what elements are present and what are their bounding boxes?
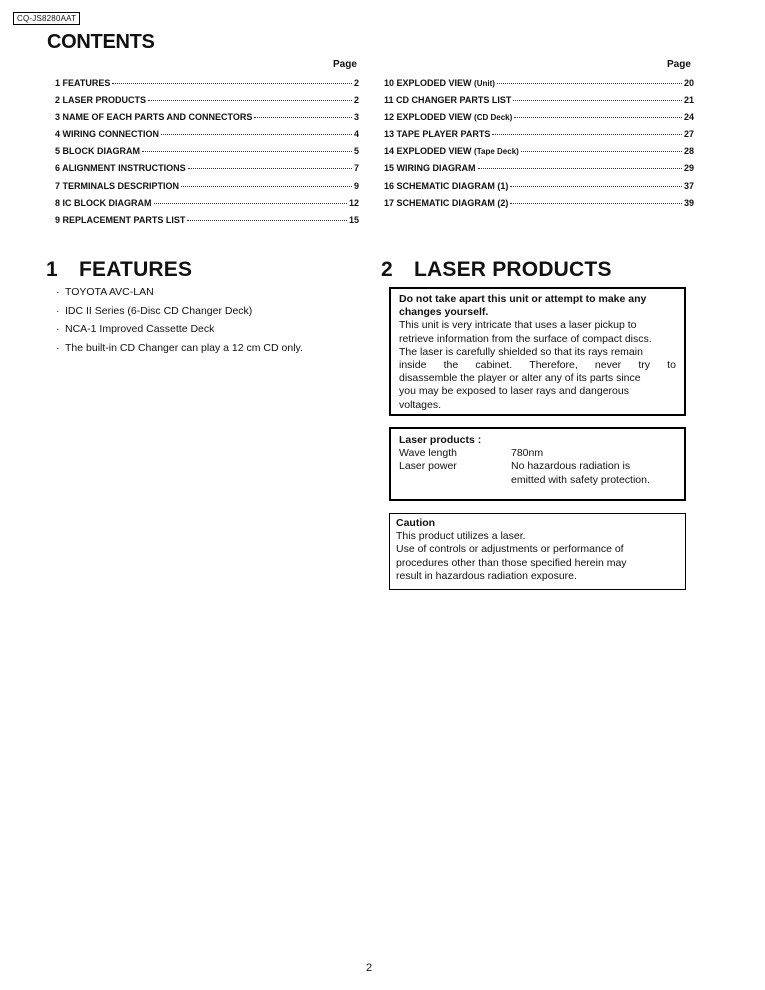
toc-entry-page: 7 [353,163,359,174]
toc-entry-page: 29 [683,163,694,174]
caution-text-line: Use of controls or adjustments or performance of [396,543,624,556]
features-section-title: FEATURES [79,258,193,281]
toc-entry-page: 2 [353,95,359,106]
caution-heading: Caution [396,517,436,529]
toc-right-column [384,78,694,215]
toc-entry-label: 9 REPLACEMENT PARTS LIST [55,214,186,225]
wave-length-value: 780nm [511,447,544,460]
toc-entry-page: 2 [353,78,359,88]
toc-entry[interactable] [55,95,359,112]
toc-entry-label: 11 CD CHANGER PARTS LIST [384,95,512,106]
toc-entry-label: 6 ALIGNMENT INSTRUCTIONS [55,163,186,174]
toc-entry-page: 39 [683,197,694,208]
toc-entry[interactable] [55,78,359,95]
toc-dot-leader [148,100,352,101]
laser-power-row [399,460,676,473]
toc-entry[interactable] [55,112,359,129]
warning-text-line: voltages. [399,398,442,411]
toc-dot-leader [112,83,352,84]
toc-dot-leader [187,220,347,221]
toc-dot-leader [154,203,347,204]
toc-entry-label: 7 TERMINALS DESCRIPTION [55,180,180,191]
warning-text-line: disassemble the player or alter any of its parts since [399,372,641,385]
toc-entry-label: 13 TAPE PLAYER PARTS [384,129,491,140]
warning-text-segment: to [667,359,676,372]
warning-text-segment: Therefore, [529,359,578,372]
laser-power-label: Laser power [399,460,457,473]
toc-entry-label: 5 BLOCK DIAGRAM [55,146,140,157]
model-number-label: CQ-JS8280AAT [13,12,80,25]
toc-entry[interactable] [55,146,359,163]
spacer [399,474,511,487]
toc-entry-page: 37 [683,180,694,191]
laser-power-value-cont: emitted with safety protection. [511,473,650,486]
feature-text: TOYOTA AVC-LAN [65,286,154,299]
feature-item [56,302,303,321]
toc-dot-leader [142,151,352,152]
feature-item [56,320,303,339]
toc-entry[interactable] [55,129,359,146]
toc-entry-label: 3 NAME OF EACH PARTS AND CONNECTORS [55,112,253,123]
toc-dot-leader [478,168,682,169]
toc-entry-label: 1 FEATURES [55,78,111,88]
page-number: 2 [366,962,373,974]
toc-dot-leader [513,100,682,101]
caution-text-line: This product utilizes a laser. [396,530,526,543]
feature-text: IDC II Series (6-Disc CD Changer Deck) [65,304,253,317]
toc-entry[interactable] [384,129,694,146]
toc-entry-page: 21 [683,95,694,106]
caution-text-line: result in hazardous radiation exposure. [396,569,577,582]
toc-entry[interactable] [55,215,359,232]
toc-entry[interactable] [55,163,359,180]
wave-length-row [399,447,676,460]
toc-entry-label: 15 WIRING DIAGRAM [384,163,476,174]
warning-heading-line: Do not take apart this unit or attempt to make any [399,293,647,305]
laser-heading [381,258,612,282]
toc-entry-label: 8 IC BLOCK DIAGRAM [55,197,152,208]
toc-entry-page: 27 [683,129,694,140]
toc-entry[interactable] [384,112,694,129]
toc-dot-leader [188,168,352,169]
toc-entry-page: 15 [348,214,359,225]
toc-entry-page: 4 [353,129,359,140]
toc-left-page-header: Page [333,59,357,70]
warning-text-line [399,359,676,372]
warning-text-line: you may be exposed to laser rays and dangerous [399,385,629,398]
warning-text-segment: try [638,359,650,372]
toc-entry-label: 4 WIRING CONNECTION [55,129,160,140]
laser-section-title: LASER PRODUCTS [414,258,612,281]
bullet-icon: · [56,342,60,355]
toc-entry[interactable] [384,181,694,198]
toc-entry-label: 2 LASER PRODUCTS [55,95,147,106]
toc-dot-leader [521,151,682,152]
wave-length-label: Wave length [399,447,457,460]
warning-text-line: This unit is very intricate that uses a laser pickup to [399,319,637,332]
toc-entry-page: 5 [353,146,359,157]
laser-power-row-cont [399,474,676,487]
warning-text-segment: cabinet. [475,359,513,372]
feature-text: The built-in CD Changer can play a 12 cm CD only. [65,342,303,355]
toc-entry[interactable] [55,181,359,198]
toc-entry-sublabel: (Tape Deck) [474,147,519,157]
bullet-icon: · [56,304,60,317]
toc-entry-label: 14 EXPLODED VIEW [384,146,472,157]
laser-power-value: No hazardous radiation is [511,460,631,473]
laser-specs-box [389,427,686,501]
toc-dot-leader [510,203,682,204]
toc-entry[interactable] [384,163,694,180]
toc-dot-leader [497,83,682,84]
caution-text-line: procedures other than those specified herein may [396,556,627,569]
features-section-number: 1 [46,258,58,281]
toc-entry[interactable] [384,198,694,215]
laser-specs-heading: Laser products : [399,434,482,446]
toc-entry-page: 24 [683,112,694,123]
toc-entry[interactable] [55,198,359,215]
toc-entry-page: 20 [683,78,694,88]
toc-entry-sublabel: (CD Deck) [474,113,513,123]
toc-entry-label: 17 SCHEMATIC DIAGRAM (2) [384,197,509,208]
toc-entry-label: 16 SCHEMATIC DIAGRAM (1) [384,180,509,191]
toc-dot-leader [510,186,682,187]
features-heading [46,258,192,282]
laser-warning-box [389,287,686,416]
warning-text-line: The laser is carefully shielded so that its rays remain [399,345,643,358]
toc-entry-page: 3 [353,112,359,123]
bullet-icon: · [56,286,60,299]
toc-dot-leader [181,186,352,187]
toc-dot-leader [514,117,682,118]
toc-dot-leader [254,117,352,118]
toc-entry-label: 12 EXPLODED VIEW [384,112,472,123]
toc-entry-label: 10 EXPLODED VIEW [384,78,472,88]
features-list [56,283,303,357]
toc-entry-page: 12 [348,197,359,208]
toc-dot-leader [492,134,682,135]
toc-entry[interactable] [384,78,694,95]
toc-entry-page: 9 [353,180,359,191]
warning-text-line: retrieve information from the surface of compact discs. [399,332,652,345]
caution-box [389,513,686,590]
warning-text-segment: never [594,359,622,372]
toc-entry[interactable] [384,146,694,163]
toc-right-page-header: Page [667,59,691,70]
feature-item [56,283,303,302]
toc-left-column [55,78,359,232]
warning-text-segment: inside [399,359,427,372]
laser-section-number: 2 [381,258,393,281]
toc-entry-page: 28 [683,146,694,157]
contents-title: CONTENTS [47,31,155,53]
bullet-icon: · [56,323,60,336]
feature-item [56,339,303,358]
toc-entry-sublabel: (Unit) [474,79,495,88]
warning-heading-line: changes yourself. [399,306,489,319]
warning-text-segment: the [443,359,459,372]
toc-entry[interactable] [384,95,694,112]
feature-text: NCA-1 Improved Cassette Deck [65,323,215,336]
toc-dot-leader [161,134,352,135]
